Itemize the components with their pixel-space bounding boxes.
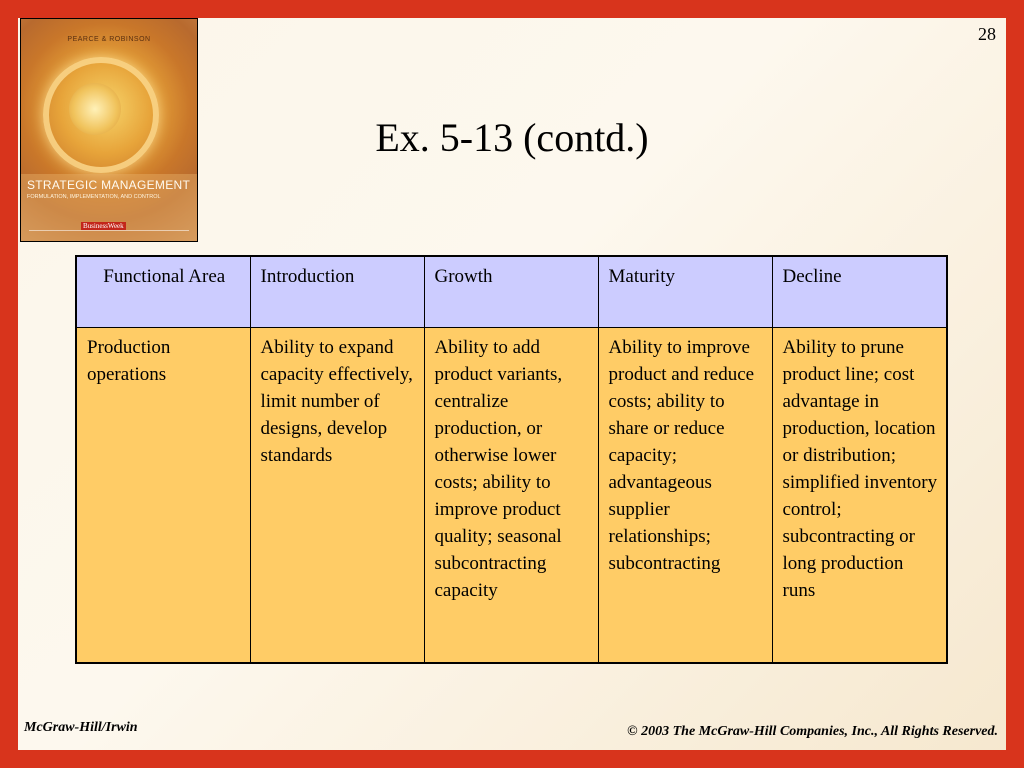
book-cover-author: PEARCE & ROBINSON — [67, 36, 151, 43]
book-cover-subtitle: FORMULATION, IMPLEMENTATION, AND CONTROL — [27, 194, 161, 200]
functional-area-table — [75, 255, 948, 664]
book-cover-title: STRATEGIC MANAGEMENT — [27, 178, 191, 192]
cell-growth: Ability to add product variants, centralize production, or otherwise lower costs; ability to improve product quality; seasonal subcontracting capacity — [424, 328, 598, 664]
slide — [18, 18, 1006, 750]
cell-maturity: Ability to improve product and reduce costs; ability to share or reduce capacity; advantageous supplier relationships; subcontracting — [598, 328, 772, 664]
header-decline: Decline — [772, 256, 947, 328]
footer-publisher: McGraw-Hill/Irwin — [24, 720, 138, 735]
cell-introduction: Ability to expand capacity effectively, limit number of designs, develop standards — [250, 328, 424, 664]
table-header-row — [76, 256, 947, 328]
header-introduction: Introduction — [250, 256, 424, 328]
header-functional-area: Functional Area — [76, 256, 250, 328]
book-cover-rule — [29, 230, 189, 231]
header-growth: Growth — [424, 256, 598, 328]
cell-functional-area: Production operations — [76, 328, 250, 664]
publisher-logo: BusinessWeek — [83, 222, 124, 230]
slide-title: Ex. 5-13 (contd.) — [375, 115, 649, 160]
cell-decline: Ability to prune product line; cost advantage in production, location or distribution; simplified inventory control; subcontracting or long production runs — [772, 328, 947, 664]
footer-copyright: © 2003 The McGraw-Hill Companies, Inc., All Rights Reserved. — [627, 724, 998, 739]
page-number: 28 — [978, 24, 996, 44]
header-maturity: Maturity — [598, 256, 772, 328]
table-row — [76, 328, 947, 664]
